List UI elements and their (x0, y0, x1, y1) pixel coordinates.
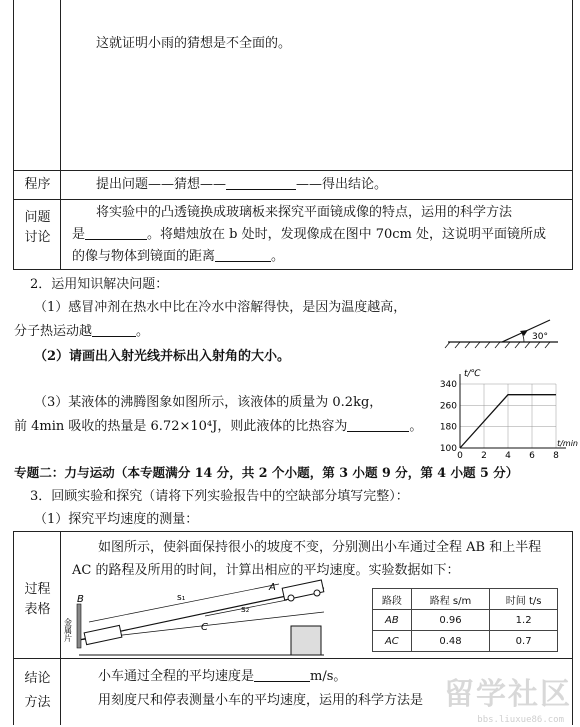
reflection-figure (440, 318, 570, 354)
label-s2: s₂ (241, 605, 250, 615)
watermark-url: bbs.liuxue86.com (477, 715, 564, 725)
car-bottom (84, 625, 122, 644)
process-line-1: 如图所示，使斜面保持很小的坡度不变，分别测出小车通过全程 AB 和上半程 (98, 540, 542, 555)
x-tick-label: 2 (481, 451, 487, 461)
y-tick-label: 100 (439, 444, 457, 454)
boiling-chart (432, 368, 578, 460)
watermark-logo: 留学社区 (444, 677, 572, 712)
discussion-blank-2[interactable] (215, 247, 271, 262)
table-row (373, 589, 558, 610)
q3-line-1: （3）某液体的沸腾图象如图所示，该液体的质量为 0.2kg， (34, 395, 383, 410)
label-a: A (269, 582, 276, 593)
x-tick-label: 4 (505, 451, 511, 461)
q2-text: （2）请画出入射光线并标出入射角的大小。 (34, 349, 291, 364)
cell: AB (373, 610, 412, 631)
q3-line-2: 前 4min 吸收的热量是 6.72×10⁴J，则此液体的比热容为 。 (14, 419, 423, 434)
topic2-heading: 专题二：力与运动（本专题满分 14 分，共 2 个小题，第 3 小题 9 分，第 4 小题 5 分） (14, 465, 519, 480)
method-line-1: 小车通过全程的平均速度是 m/s。 (98, 669, 347, 684)
table-row (373, 610, 558, 631)
cell: 0.7 (490, 631, 558, 652)
label-c: C (201, 622, 208, 633)
method-label: 结论 方法 (24, 671, 51, 710)
procedure-blank[interactable] (226, 175, 296, 190)
table-row (373, 631, 558, 652)
q1-line-1: （1）感冒冲剂在热水中比在冷水中溶解得快，是因为温度越高， (34, 300, 407, 315)
x-tick-label: 8 (553, 451, 559, 461)
q3-experiment-heading: 3．回顾实验和探究（请将下列实验报告中的空缺部分填写完整）： (30, 489, 409, 504)
discussion-row-label: 问题 讨论 (24, 210, 51, 245)
cell: AC (373, 631, 412, 652)
process-label: 过程 表格 (24, 582, 51, 617)
procedure-label: 程序 (24, 177, 51, 192)
method-line-2: 用刻度尺和停表测量小车的平均速度，运用的科学方法是 (98, 693, 424, 708)
conclusion-text: 这就证明小雨的猜想是不全面的。 (96, 36, 292, 51)
q1-blank[interactable] (92, 322, 136, 337)
report-table-1 (13, 0, 573, 270)
header-distance: 路程 s/m (411, 589, 489, 610)
label-s1: s₁ (177, 593, 186, 603)
cell: 0.96 (411, 610, 489, 631)
discussion-line-1: 将实验中的凸透镜换成玻璃板来探究平面镜成像的特点，运用的科学方法 (96, 205, 513, 220)
procedure-row (14, 170, 572, 200)
speed-data-table (372, 588, 558, 652)
speed-blank[interactable] (254, 667, 310, 682)
y-tick-label: 340 (439, 380, 457, 390)
x-axis-label: t/min (557, 439, 578, 448)
q3-1-heading: （1）探究平均速度的测量： (34, 512, 199, 527)
label-b: B (77, 594, 84, 605)
procedure-text: 提出问题——猜想—— ——得出结论。 (96, 177, 388, 192)
q1-line-2: 分子热运动越 。 (14, 324, 150, 339)
metal-plate (77, 604, 81, 648)
label-plate: 金属片 (63, 618, 73, 642)
header-time: 时间 t/s (490, 589, 558, 610)
q3-blank[interactable] (347, 417, 409, 432)
x-tick-label: 0 (457, 451, 463, 461)
discussion-line-3: 的像与物体到镜面的距离 。 (72, 249, 285, 264)
x-tick-label: 6 (529, 451, 535, 461)
cell: 0.48 (411, 631, 489, 652)
header-segment: 路段 (373, 589, 412, 610)
discussion-blank-1[interactable] (85, 225, 147, 240)
cell: 1.2 (490, 610, 558, 631)
support-block (291, 626, 321, 655)
discussion-line-2: 是 。将蜡烛放在 b 处时，发现像成在图中 70cm 处，这说明平面镜所成 (72, 227, 547, 242)
process-line-2: AC 的路程及所用的时间，计算出相应的平均速度。实验数据如下： (72, 563, 460, 578)
section2-heading: 2．运用知识解决问题： (30, 277, 169, 292)
y-axis-label: t/℃ (464, 369, 481, 379)
angle-label: 30° (532, 332, 548, 342)
incline-diagram (63, 582, 339, 656)
y-tick-label: 180 (439, 422, 457, 433)
y-tick-label: 260 (439, 401, 457, 412)
